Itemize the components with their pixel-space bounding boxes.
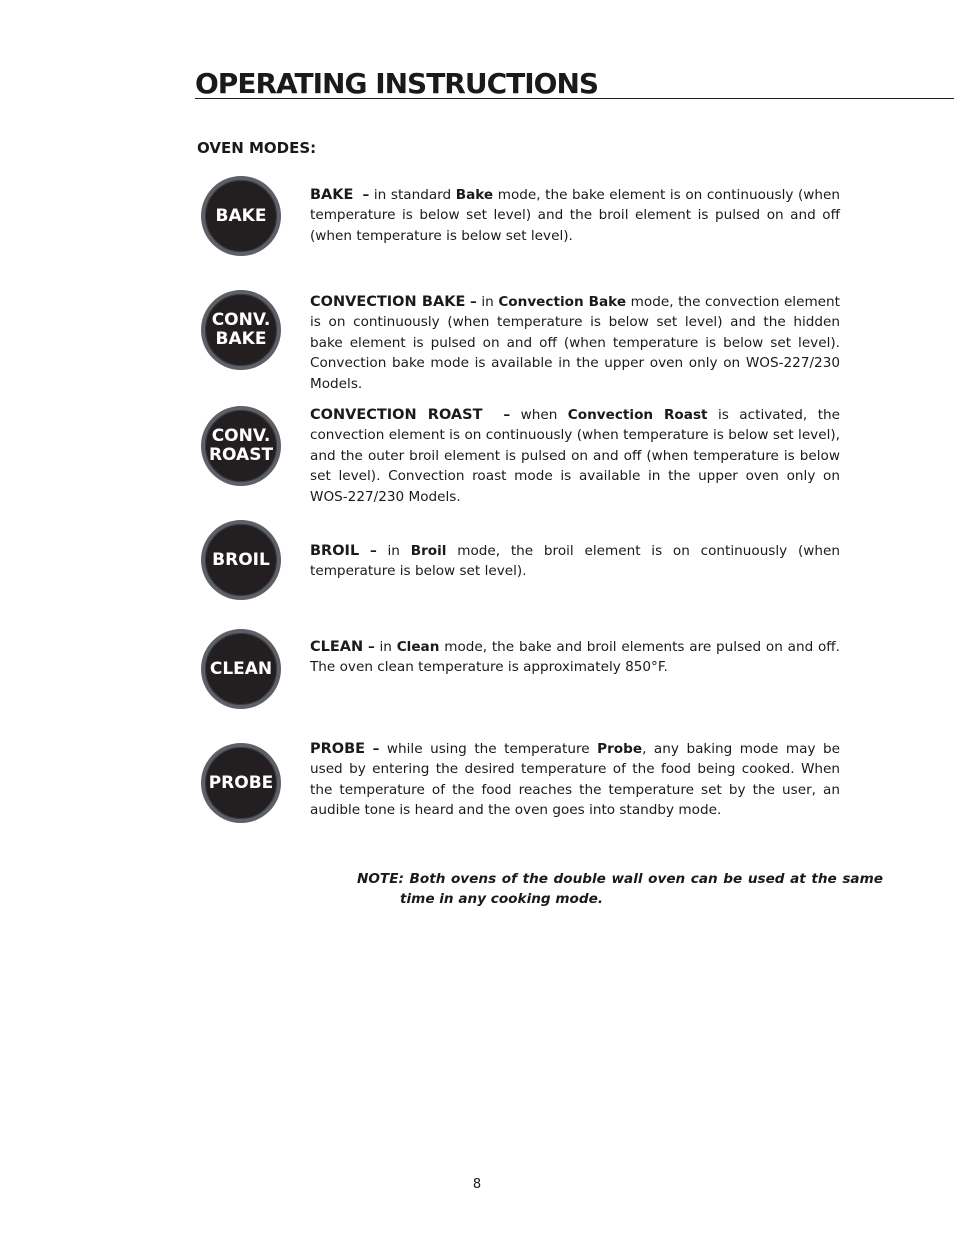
mode-text: when (510, 407, 568, 423)
mode-text: in (374, 639, 397, 655)
mode-description (310, 541, 840, 582)
mode-dash: – (469, 294, 477, 310)
mode-name: CLEAN (310, 639, 364, 655)
note: NOTE: Both ovens of the double wall oven can be used at the same time in any cooking mode. (357, 871, 883, 908)
mode-emphasis: Convection Bake (498, 294, 627, 310)
title-rule (195, 98, 954, 99)
mode-dash: – (369, 543, 377, 559)
bake-knob-icon: BAKE (201, 176, 281, 256)
mode-text: in (376, 543, 411, 559)
clean-knob-icon: CLEAN (201, 629, 281, 709)
page-title: OPERATING INSTRUCTIONS (195, 67, 599, 100)
mode-text: mode, the convection element is on continuously (when temperature is below set level) and the hidden bake element is pulsed on and off (when temperature is below set level). Convection bake mode is available in the upper oven only on WOS-227/230 Models. (310, 294, 840, 392)
mode-emphasis: Bake (455, 187, 494, 203)
mode-name: PROBE (310, 741, 366, 757)
mode-name: BAKE (310, 187, 354, 203)
mode-dash: – (503, 407, 511, 423)
section-heading: OVEN MODES: (197, 139, 317, 157)
mode-text: mode, the bake and broil elements are pulsed on and off. The oven clean temperature is approximately 850°F. (310, 639, 840, 676)
mode-text: is activated, the convection element is on continuously (when temperature is below set level), and the outer broil element is pulsed on and off (when temperature is below set level). Convection roast mode is available in the upper oven only on WOS-227/230 Models. (310, 407, 841, 505)
mode-description (310, 405, 840, 507)
mode-description (310, 292, 840, 394)
probe-knob-icon: PROBE (201, 743, 281, 823)
mode-description (310, 739, 840, 821)
mode-name: CONVECTION ROAST (310, 407, 483, 423)
broil-knob-icon: BROIL (201, 520, 281, 600)
mode-text: mode, the broil element is on continuously (when temperature is below set level). (310, 543, 840, 580)
mode-name: CONVECTION BAKE (310, 294, 466, 310)
mode-emphasis: Probe (597, 741, 643, 757)
mode-text: in (476, 294, 499, 310)
mode-dash: – (372, 741, 380, 757)
mode-text: , any baking mode may be used by entering the desired temperature of the food being cooked. When the temperature of the food reaches the temperature set by the user, an audible tone is heard and the oven goes into standby mode. (310, 741, 841, 819)
mode-emphasis: Clean (396, 639, 440, 655)
mode-dash: – (367, 639, 375, 655)
convection-roast-knob-icon: CONV. ROAST (201, 406, 281, 486)
mode-text: while using the temperature (379, 741, 598, 757)
mode-emphasis: Broil (410, 543, 447, 559)
mode-emphasis: Convection Roast (567, 407, 708, 423)
mode-text: mode, the bake element is on continuously (when temperature is below set level) and the broil element is pulsed on and off (when temperature is below set level). (310, 187, 840, 244)
convection-bake-knob-icon: CONV. BAKE (201, 290, 281, 370)
page-number: 8 (472, 1177, 482, 1192)
mode-description (310, 185, 840, 246)
mode-dash: – (362, 187, 370, 203)
mode-description (310, 637, 840, 678)
mode-name: BROIL (310, 543, 360, 559)
mode-text: in standard (369, 187, 456, 203)
